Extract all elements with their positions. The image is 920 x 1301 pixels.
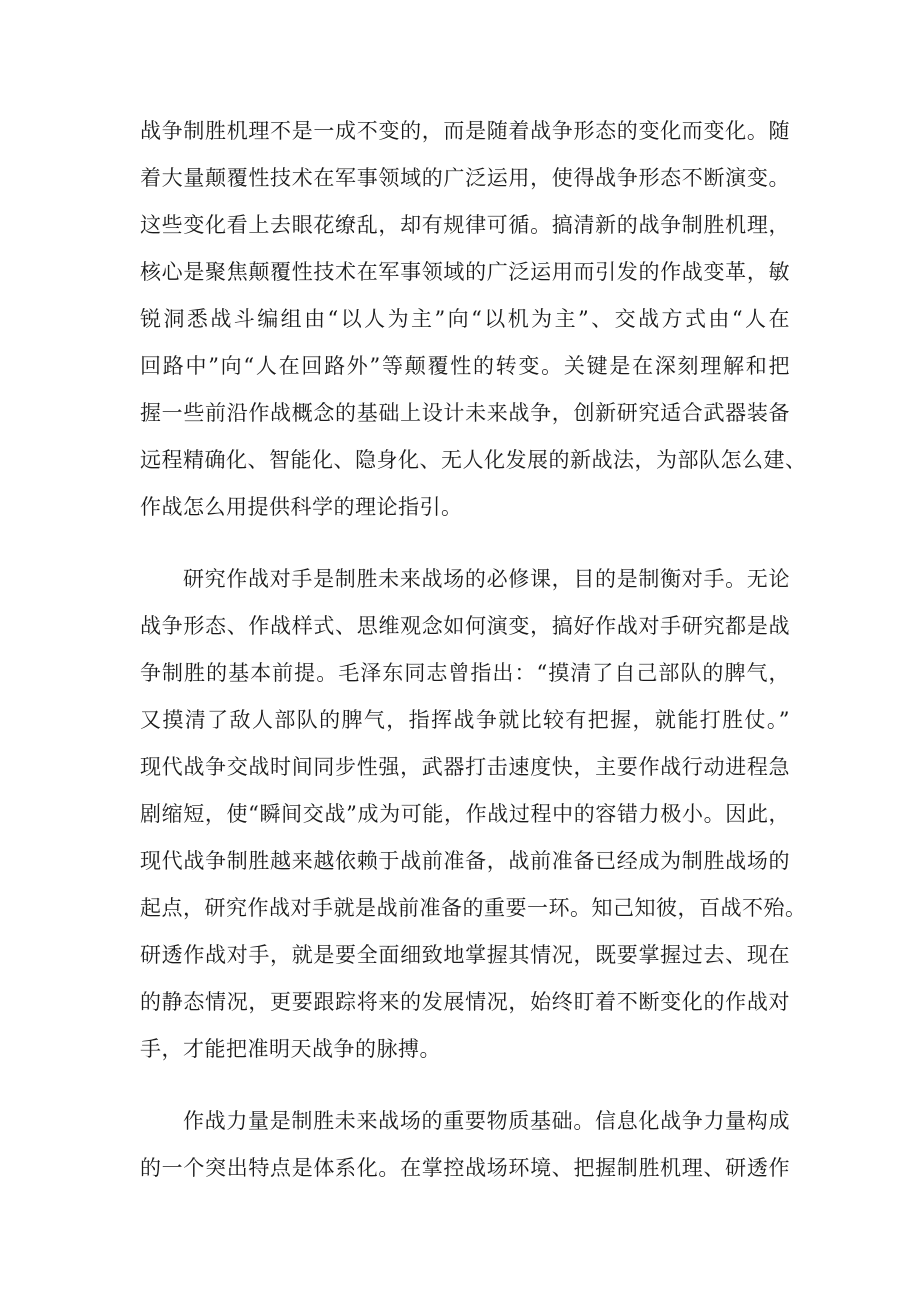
paragraph-2-line-1: 研究作战对手是制胜未来战场的必修课，目的是制衡对手。无论	[183, 567, 790, 591]
paragraph-2-line-10: 的静态情况，更要跟踪将来的发展情况，始终盯着不断变化的作战对	[140, 990, 790, 1014]
paragraph-1-line-9: 作战怎么用提供科学的理论指引。	[140, 495, 463, 519]
paragraph-1-line-5: 锐洞悉战斗编组由“以人为主”向“以机为主”、交战方式由“人在	[140, 307, 790, 331]
paragraph-3-line-1: 作战力量是制胜未来战场的重要物质基础。信息化战争力量构成	[183, 1109, 790, 1133]
paragraph-1-line-2: 着大量颠覆性技术在军事领域的广泛运用，使得战争形态不断演变。	[140, 166, 790, 190]
paragraph-2-line-7: 现代战争制胜越来越依赖于战前准备，战前准备已经成为制胜战场的	[140, 849, 790, 873]
paragraph-2-line-9: 研透作战对手，就是要全面细致地掌握其情况，既要掌握过去、现在	[140, 943, 790, 967]
paragraph-2-line-2: 战争形态、作战样式、思维观念如何演变，搞好作战对手研究都是战	[140, 614, 790, 638]
paragraph-2-line-6: 剧缩短，使“瞬间交战”成为可能，作战过程中的容错力极小。因此，	[140, 802, 790, 826]
paragraph-1-line-6: 回路中”向“人在回路外”等颠覆性的转变。关键是在深刻理解和把	[140, 354, 790, 378]
paragraph-1-line-4: 核心是聚焦颠覆性技术在军事领域的广泛运用而引发的作战变革，敏	[140, 260, 790, 284]
paragraph-3-line-2: 的一个突出特点是体系化。在掌控战场环境、把握制胜机理、研透作	[140, 1156, 790, 1180]
paragraph-2-line-5: 现代战争交战时间同步性强，武器打击速度快，主要作战行动进程急	[140, 755, 790, 779]
paragraph-2-line-8: 起点，研究作战对手就是战前准备的重要一环。知己知彼，百战不殆。	[140, 896, 807, 920]
paragraph-1-line-1: 战争制胜机理不是一成不变的，而是随着战争形态的变化而变化。随	[140, 119, 790, 143]
paragraph-1-line-7: 握一些前沿作战概念的基础上设计未来战争，创新研究适合武器装备	[140, 401, 790, 425]
paragraph-2-line-11: 手，才能把准明天战争的脉搏。	[140, 1037, 441, 1061]
paragraph-1-line-3: 这些变化看上去眼花缭乱，却有规律可循。搞清新的战争制胜机理，	[140, 213, 790, 237]
paragraph-2-line-4: 又摸清了敌人部队的脾气，指挥战争就比较有把握，就能打胜仗。”	[140, 708, 790, 732]
paragraph-2-line-3: 争制胜的基本前提。毛泽东同志曾指出：“摸清了自己部队的脾气，	[140, 661, 790, 685]
paragraph-1-line-8: 远程精确化、智能化、隐身化、无人化发展的新战法，为部队怎么建、	[140, 448, 807, 472]
